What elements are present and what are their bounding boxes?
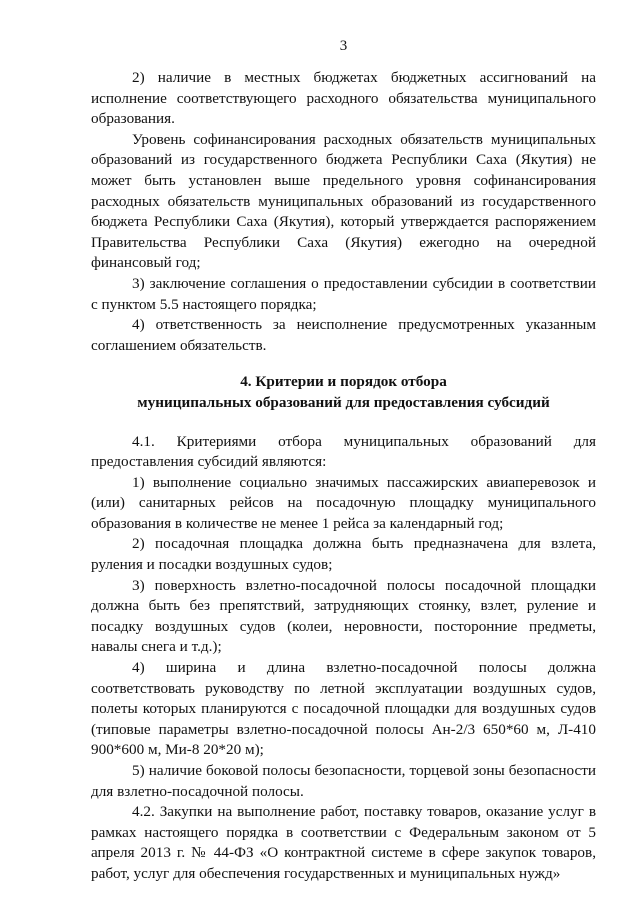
section-heading-line1: 4. Критерии и порядок отбора (240, 373, 447, 391)
paragraph-subsidy-agreement: 3) заключение соглашения о предоставлении субсидии в соответствии с пунктом 5.5 настоящего порядка; (91, 274, 596, 313)
document-body (91, 68, 596, 885)
paragraph-criterion-2: 2) посадочная площадка должна быть предназначена для взлета, руления и посадки воздушных судов; (91, 535, 596, 574)
page-number: 3 (339, 38, 348, 54)
paragraph-procurement: 4.2. Закупки на выполнение работ, поставку товаров, оказание услуг в рамках настоящего порядка в соответствии с Федеральным законом от 5 апреля 2013 г. № 44-ФЗ «О контрактной системе в сфере закупок товаров, работ, услуг для обеспечения государственных и муниципальных нужд» (91, 803, 596, 882)
paragraph-criterion-5: 5) наличие боковой полосы безопасности, торцевой зоны безопасности для взлетно-посадочной полосы. (91, 762, 596, 800)
section-heading-line2: муниципальных образований для предоставления субсидий (137, 393, 550, 411)
section-heading (91, 372, 596, 413)
paragraph-criterion-4: 4) ширина и длина взлетно-посадочной полосы должна соответствовать руководству по летной эксплуатации воздушных судов, полеты которых планируются с посадочной площадки для воздушных судов (типовые параметры взлетно-посадочной полосы Ан-2/3 650*60 м, Л-410 900*600 м, Ми-8 20*20 м); (91, 659, 596, 759)
paragraph-cofinancing-level: Уровень софинансирования расходных обязательств муниципальных образований из государственного бюджета Республики Саха (Якутия) не может быть установлен выше предельного уровня софинансирования расходных обязательств муниципальных образований из государственного бюджета Республики Саха (Якутия), который утверждается распоряжением Правительства Республики Саха (Якутия) ежегодно на очередной финансовый год; (91, 130, 596, 272)
paragraph-criterion-3: 3) поверхность взлетно-посадочной полосы посадочной площадки должна быть без препятствий, затрудняющих стоянку, взлет, руление и посадку воздушных судов (колеи, неровности, посторонние предметы, навалы снега и т.д.); (91, 576, 596, 656)
paragraph-responsibility: 4) ответственность за неисполнение предусмотренных указанным соглашением обязательств. (91, 316, 596, 354)
paragraph-budget-allocations: 2) наличие в местных бюджетах бюджетных ассигнований на исполнение соответствующего расходного обязательства муниципального образования. (91, 69, 596, 128)
paragraph-criterion-1: 1) выполнение социально значимых пассажирских авиаперевозок и (или) санитарных рейсов на посадочную площадку муниципального образования в количестве не менее 1 рейса за календарный год; (91, 473, 596, 532)
paragraph-criteria-intro: 4.1. Критериями отбора муниципальных образований для предоставления субсидий являются: (91, 432, 596, 471)
